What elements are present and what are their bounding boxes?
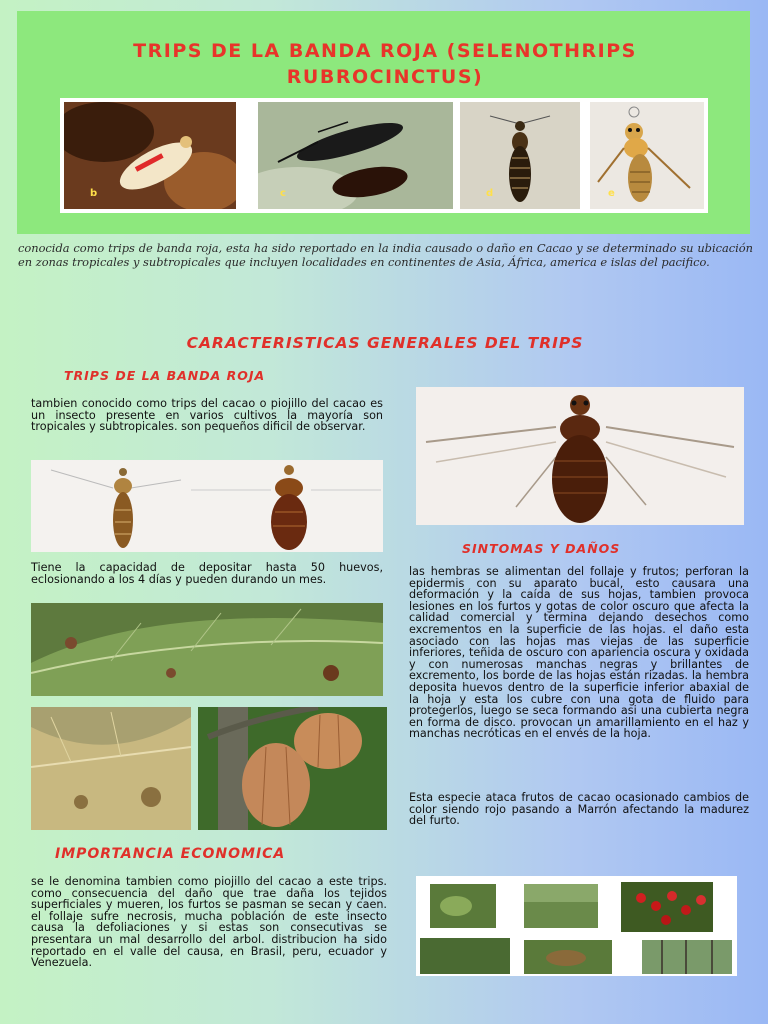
eggs-text: Tiene la capacidad de depositar hasta 50 huevos, eclosionando a los 4 días y pueden durando un mes. xyxy=(31,561,383,586)
photo-label-c: c xyxy=(280,188,286,199)
description-text: tambien conocido como trips del cacao o piojillo del cacao es un insecto presente en varios cultivos la mayoría son tropicales y subtropicales. son pequeños dificil de observar. xyxy=(31,397,383,434)
photo-label-b: b xyxy=(90,188,98,199)
photo-larva-b xyxy=(64,102,236,209)
yellowed-leaf-photo xyxy=(31,707,191,830)
cacao-pods-photo xyxy=(198,707,387,830)
intro-text: conocida como trips de banda roja, esta ha sido reportado en la india causado o daño en Cacao y se determinado su ubicación en zonas tropicales y subtropicales que incluyen localidades en continentes de Asia, África, america e islas del pacifico. xyxy=(18,241,753,269)
subsection-title: TRIPS DE LA BANDA ROJA xyxy=(64,368,266,383)
page-title: TRIPS DE LA BANDA ROJA (SELENOTHRIPS RUBROCINCTUS) xyxy=(133,40,637,88)
photo-adult-e xyxy=(590,102,704,209)
photo-label-e: e xyxy=(608,188,615,199)
thrips-pair-photo xyxy=(31,460,383,552)
damaged-leaf-photo xyxy=(31,603,383,696)
cacao-crop-photo-grid xyxy=(416,876,737,976)
symptoms-text: las hembras se alimentan del follaje y frutos; perforan la epidermis con su aparato bucal, esto causara una deformación y la caída de sus hojas, tambien provoca lesiones en los furtos y gotas de color oscuro que afecta la calidad comercial y termina dejando desechos como excrementos en la superficie de las hojas. el daño esta asociado con las hojas mas viejas de las superficie inferiores, teñida de oscuro con apariencia oscura y oxidada y con numerosas manchas negras y brillantes de excremento, los borde de las hojas están rizadas. la hembra deposita huevos dentro de la superficie inferior abaxial de la hoja y esta los cubre con una gota de fluido para protegerlos, luego se seca formando asi una cubierta negra en forma de disco. provocan un amarillamiento en el haz y manchas necróticas en el envés de la hoja. xyxy=(409,565,749,741)
economic-text: se le denomina tambien como piojillo del cacao a este trips. como consecuencia del daño que trae daña los tejidos superficiales y mueren, los furtos se pasman se secan y caen. el follaje sufre necrosis, mucha población de este insecto causa la defoliaciones y si estas son consecutivas se presentara un mal desarrollo del arbol. distribucion ha sido reportado en el valle del causa, en Brasil, peru, ecuador y Venezuela. xyxy=(31,875,387,970)
photo-adult-d xyxy=(460,102,580,209)
photo-label-d: d xyxy=(486,188,494,199)
symptoms-title: SINTOMAS Y DAÑOS xyxy=(462,541,621,556)
fruit-damage-text: Esta especie ataca frutos de cacao ocasionado cambios de color siendo rojo pasando a Marrón afectando la madurez del furto. xyxy=(409,791,749,828)
photo-adult-c xyxy=(258,102,453,209)
adult-thrips-photo xyxy=(416,387,744,525)
section-title: CARACTERISTICAS GENERALES DEL TRIPS xyxy=(186,334,584,352)
thrips-photo-strip xyxy=(60,98,708,213)
economic-title: IMPORTANCIA ECONOMICA xyxy=(55,846,286,862)
